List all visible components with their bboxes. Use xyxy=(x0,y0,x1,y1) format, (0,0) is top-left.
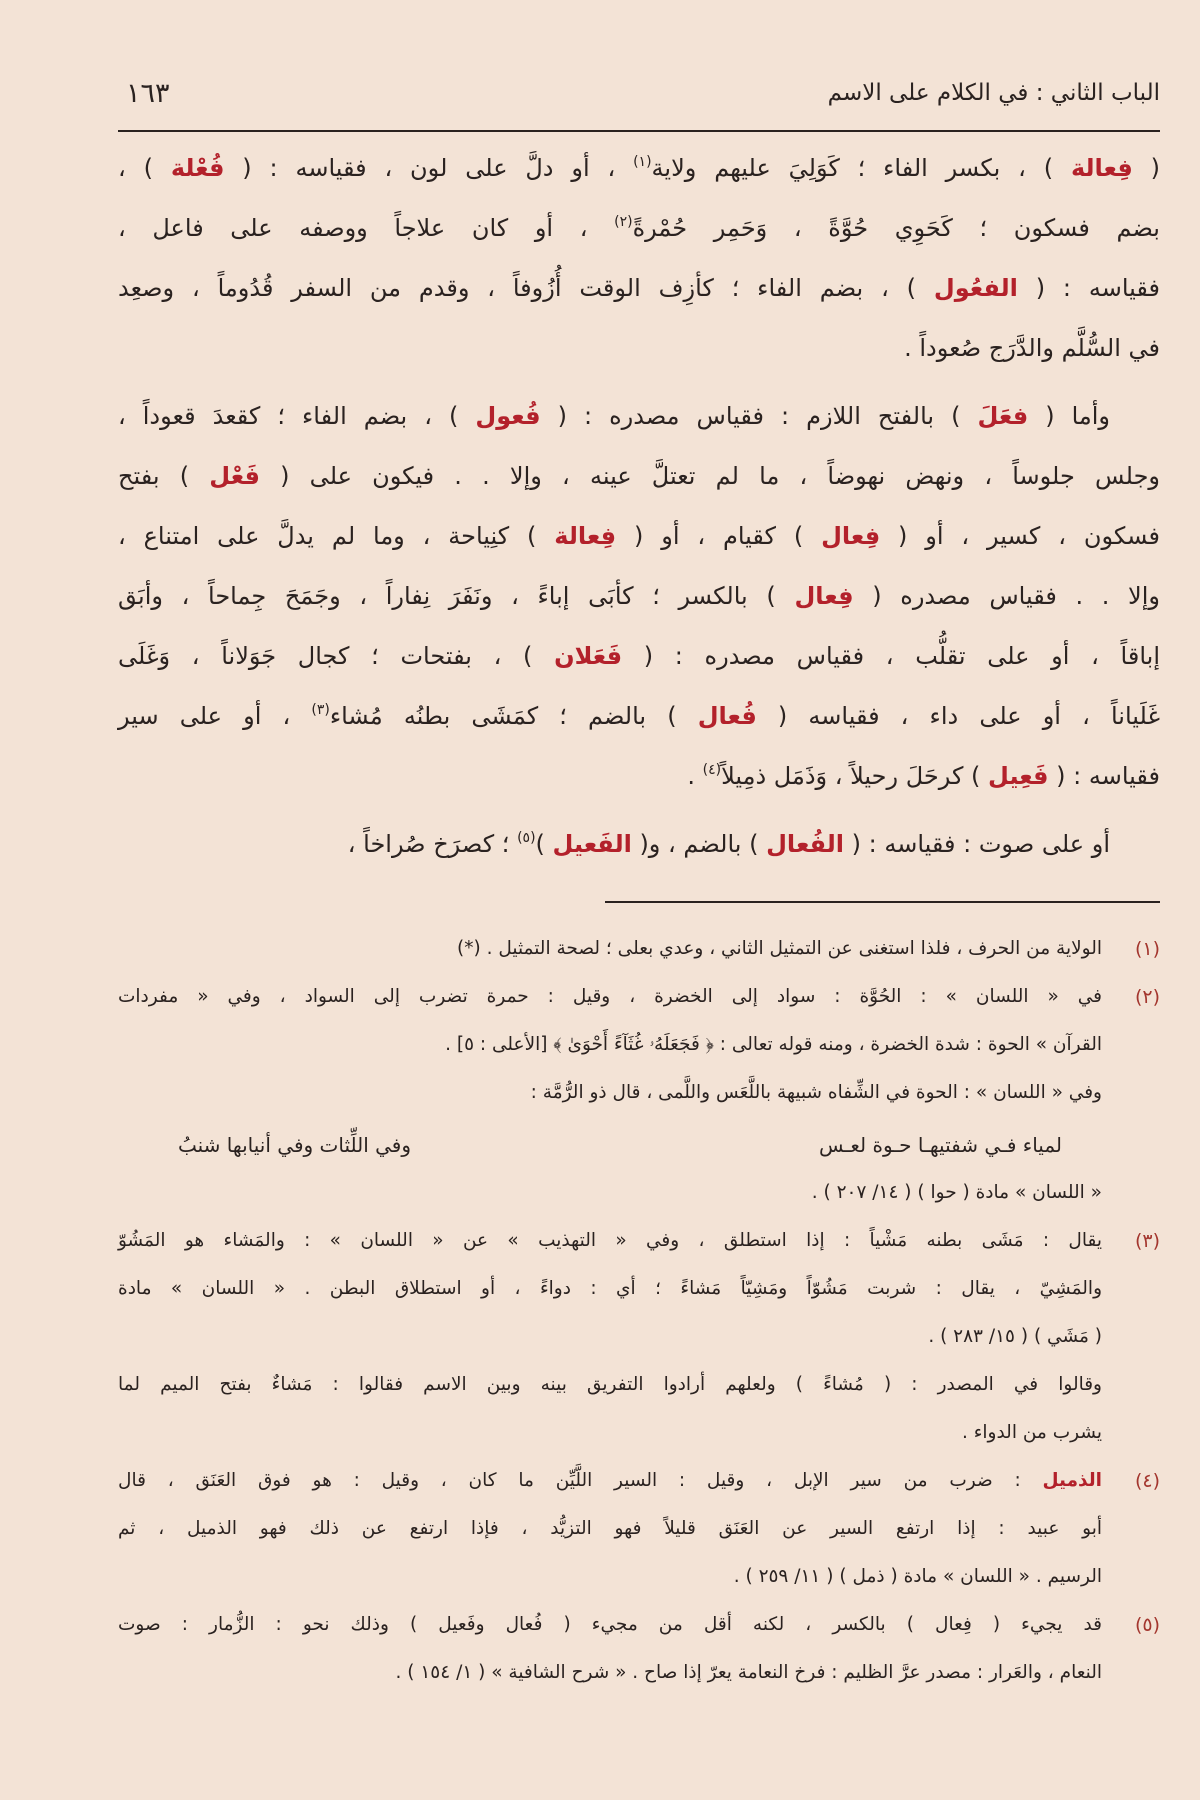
footnote-body xyxy=(118,1457,1102,1601)
text-run: وإلا . . فقياس مصدره ( xyxy=(853,582,1161,610)
text-run: ، أو على سير xyxy=(118,702,312,730)
header-rule xyxy=(118,130,1160,132)
footnote-number: (٣) xyxy=(1134,1230,1160,1252)
text-run: ) ، xyxy=(118,154,171,182)
footnote-marker: (٥) xyxy=(517,830,536,846)
rubric-term: فُعْلة xyxy=(170,154,225,182)
text-line xyxy=(118,386,1160,446)
footnote-number: (١) xyxy=(1134,938,1160,960)
page-header xyxy=(118,80,1160,120)
footnote-line xyxy=(118,1505,1102,1553)
rubric-term: فعَلَ xyxy=(977,402,1029,430)
text-line xyxy=(118,318,1160,378)
rubric-term: فُعول xyxy=(475,402,541,430)
rubric-term: فِعال xyxy=(821,522,881,550)
footnote-line xyxy=(118,1649,1102,1697)
text-run: ) ، بفتحات ؛ كجال جَوَلاناً ، وَغَلَى xyxy=(118,642,555,670)
footnote-separator xyxy=(605,901,1160,903)
text-line xyxy=(118,814,1160,874)
footnote-line xyxy=(118,1457,1102,1505)
text-run: بضم فسكون ؛ كَحَوِي حُوَّةً ، وَحَمِر حُمْرةً xyxy=(632,214,1160,242)
rubric-term: فَعْل xyxy=(209,462,260,490)
text-run: ؛ كصرَخ صُراخاً ، xyxy=(347,830,518,858)
text-run: ) بالكسر ؛ كأبَى إباءً ، ونَفَرَ نِفاراً ، وجَمَحَ جِماحاً ، وأبَق xyxy=(118,582,795,610)
text-run: ، أو كان علاجاً ووصفه على فاعل ، xyxy=(118,214,615,242)
footnote-line xyxy=(118,1169,1102,1217)
footnote-line xyxy=(118,1217,1102,1265)
rubric-term: الفَعيل xyxy=(552,830,632,858)
text-run: أبو عبيد : إذا ارتفع السير عن العَنَق قليلاً فهو التزيُّد ، فإذا ارتفع عن ذلك فهو الذميل ، ثم xyxy=(118,1518,1102,1539)
rubric-term: فِعالة xyxy=(554,522,617,550)
text-line xyxy=(118,198,1160,258)
footnote xyxy=(118,1457,1160,1601)
text-run: فسكون ، كسير ، أو ( xyxy=(880,522,1161,550)
text-run: ( xyxy=(1132,154,1160,182)
footnote-number: (٤) xyxy=(1134,1470,1160,1492)
rubric-term: الذميل xyxy=(1042,1470,1102,1491)
footnote-body xyxy=(118,1217,1102,1457)
rubric-term: فِعالة xyxy=(1070,154,1133,182)
paragraph xyxy=(118,138,1160,378)
rubric-term: فِعال xyxy=(794,582,854,610)
poetry-verse xyxy=(118,1117,1102,1169)
footnote-line xyxy=(118,1553,1102,1601)
text-run: أو على صوت : فقياسه : ( xyxy=(844,830,1110,858)
text-run: وقالوا في المصدر : ( مُشاءً ) ولعلهم أرادوا التفريق بينه وبين الاسم فقالوا : مَشاءٌ بفتح الميم لما xyxy=(118,1374,1102,1395)
hemistich: لمياء فـي شفتيهـا حـوة لعـس xyxy=(819,1133,1062,1157)
text-run: ) بالفتح اللازم : فقياس مصدره : ( xyxy=(540,402,978,430)
footnote-line xyxy=(118,1313,1102,1361)
footnote-number: (٥) xyxy=(1134,1614,1160,1636)
footnote xyxy=(118,925,1160,973)
footnote-marker: (١) xyxy=(633,154,652,170)
text-line xyxy=(118,566,1160,626)
footnote-marker: (٢) xyxy=(614,214,633,230)
footnote-marker: (٤) xyxy=(702,762,722,778)
text-run: قد يجيء ( فِعال ) بالكسر ، لكنه أقل من مجيء ( فُعال وفَعيل ) وذلك نحو : الزُّمار : صوت xyxy=(118,1614,1102,1635)
text-run: يقال : مَشَى بطنه مَشْياً : إذا استطلق ، وفي « التهذيب » عن « اللسان » : والمَشاء هو المَشُوّ xyxy=(118,1230,1102,1251)
text-run: ) كرحَلَ رحيلاً ، وَذَمَل ذمِيلاً xyxy=(721,762,989,790)
text-run: ) كقيام ، أو ( xyxy=(616,522,822,550)
footnote-body xyxy=(118,1601,1102,1697)
text-run: والمَشِيّ ، يقال : شربت مَشُوّاً ومَشِيّاً مَشاءً ؛ أي : دواءً ، أو استطلاق البطن . « اللسان » مادة xyxy=(118,1278,1102,1299)
page-number: ١٦٣ xyxy=(126,78,170,109)
text-run: ) ، بضم الفاء ؛ كقعدَ قعوداً ، xyxy=(118,402,476,430)
text-line xyxy=(118,506,1160,566)
text-run: ) بالضم ؛ كمَشَى بطنُه مُشاء xyxy=(329,702,698,730)
footnote-marker: (٣) xyxy=(311,702,330,718)
footnote-line xyxy=(118,1409,1102,1457)
footnote-line xyxy=(118,973,1102,1021)
footnote-line xyxy=(118,1069,1102,1117)
text-line xyxy=(118,626,1160,686)
rubric-term: فَعَلان xyxy=(554,642,623,670)
footnote-body xyxy=(118,973,1102,1217)
footnote xyxy=(118,973,1160,1217)
text-line xyxy=(118,686,1160,746)
footnote xyxy=(118,1217,1160,1457)
hemistich: وفي اللِّثات وفي أنيابها شنبُ xyxy=(178,1133,411,1157)
text-run: ( مَشَي ) ( ١٥/ ٢٨٣ ) . xyxy=(928,1326,1102,1347)
text-run: النعام ، والعَرار : مصدر عرَّ الظليم : فرخ النعامة يعرّ إذا صاح . « شرح الشافية » ( ١/ ١٥٤ ) . xyxy=(395,1662,1102,1683)
rubric-term: فَعِيل xyxy=(988,762,1049,790)
footnote xyxy=(118,1601,1160,1697)
rubric-term: الفعُول xyxy=(933,274,1018,302)
text-run: ) xyxy=(535,830,553,858)
main-text xyxy=(118,138,1160,882)
text-run: إباقاً ، أو على تقلُّب ، فقياس مصدره : ( xyxy=(622,642,1160,670)
text-run: فقياسه : ( xyxy=(1017,274,1161,302)
footnote-body xyxy=(118,925,1102,973)
text-run: في « اللسان » : الحُوَّة : سواد إلى الخضرة ، وقيل : حمرة تضرب إلى السواد ، وفي « مفردات xyxy=(118,986,1102,1007)
text-run: وأما ( xyxy=(1028,402,1111,430)
text-run: . xyxy=(687,762,703,790)
footnote-line xyxy=(118,1265,1102,1313)
footnotes xyxy=(118,925,1160,1697)
text-run: غَلَياناً ، أو على داء ، فقياسه ( xyxy=(756,702,1160,730)
footnote-line xyxy=(118,1021,1102,1069)
text-run: ) بفتح xyxy=(118,462,210,490)
paragraph xyxy=(118,386,1160,806)
text-run: فقياسه : ( xyxy=(1048,762,1160,790)
text-run: وفي « اللسان » : الحوة في الشِّفاه شبيهة باللَّعَس واللَّمى ، قال ذو الرُّمَّة : xyxy=(530,1082,1102,1103)
text-run: يشرب من الدواء . xyxy=(961,1422,1102,1443)
text-run: ، أو دلَّ على لون ، فقياسه : ( xyxy=(224,154,634,182)
text-line xyxy=(118,446,1160,506)
text-run: : ضرب من سير الإبل ، وقيل : السير اللَّيِّن ما كان ، وقيل : هو فوق العَنَق ، قال xyxy=(118,1470,1043,1491)
running-title: الباب الثاني : في الكلام على الاسم xyxy=(827,80,1160,106)
text-run: ) ، بكسر الفاء ؛ كَوَلِيَ عليهم ولاية xyxy=(651,154,1071,182)
text-run: في السُّلَّم والدَّرَج صُعوداً . xyxy=(904,334,1160,362)
text-line xyxy=(118,746,1160,806)
text-line xyxy=(118,258,1160,318)
text-run: الرسيم . « اللسان » مادة ( ذمل ) ( ١١/ ٢٥٩ ) . xyxy=(733,1566,1102,1587)
rubric-term: فُعال xyxy=(697,702,757,730)
text-run: ) كنِياحة ، وما لم يدلَّ على امتناع ، xyxy=(118,522,555,550)
text-run: ) بالضم ، و( xyxy=(631,830,767,858)
rubric-term: الفُعال xyxy=(766,830,845,858)
text-run: القرآن » الحوة : شدة الخضرة ، ومنه قوله تعالى : ﴿ فَجَعَلَهُۥ غُثَآءً أَحْوَىٰ ﴾ [الأعلى : ٥] . xyxy=(445,1034,1102,1055)
text-run: الولاية من الحرف ، فلذا استغنى عن التمثيل الثاني ، وعدي بعلى ؛ لصحة التمثيل . (*) xyxy=(457,938,1102,959)
footnote-line xyxy=(118,925,1102,973)
text-run: وجلس جلوساً ، ونهض نهوضاً ، ما لم تعتلَّ عينه ، وإلا . . فيكون على ( xyxy=(259,462,1160,490)
text-run: « اللسان » مادة ( حوا ) ( ١٤/ ٢٠٧ ) . xyxy=(811,1182,1102,1203)
footnote-line xyxy=(118,1601,1102,1649)
paragraph xyxy=(118,814,1160,874)
text-line xyxy=(118,138,1160,198)
text-run: ) ، بضم الفاء ؛ كأزِف الوقت أُزُوفاً ، وقدم من السفر قُدُوماً ، وصعِد xyxy=(118,274,934,302)
footnote-line xyxy=(118,1361,1102,1409)
footnote-number: (٢) xyxy=(1134,986,1160,1008)
